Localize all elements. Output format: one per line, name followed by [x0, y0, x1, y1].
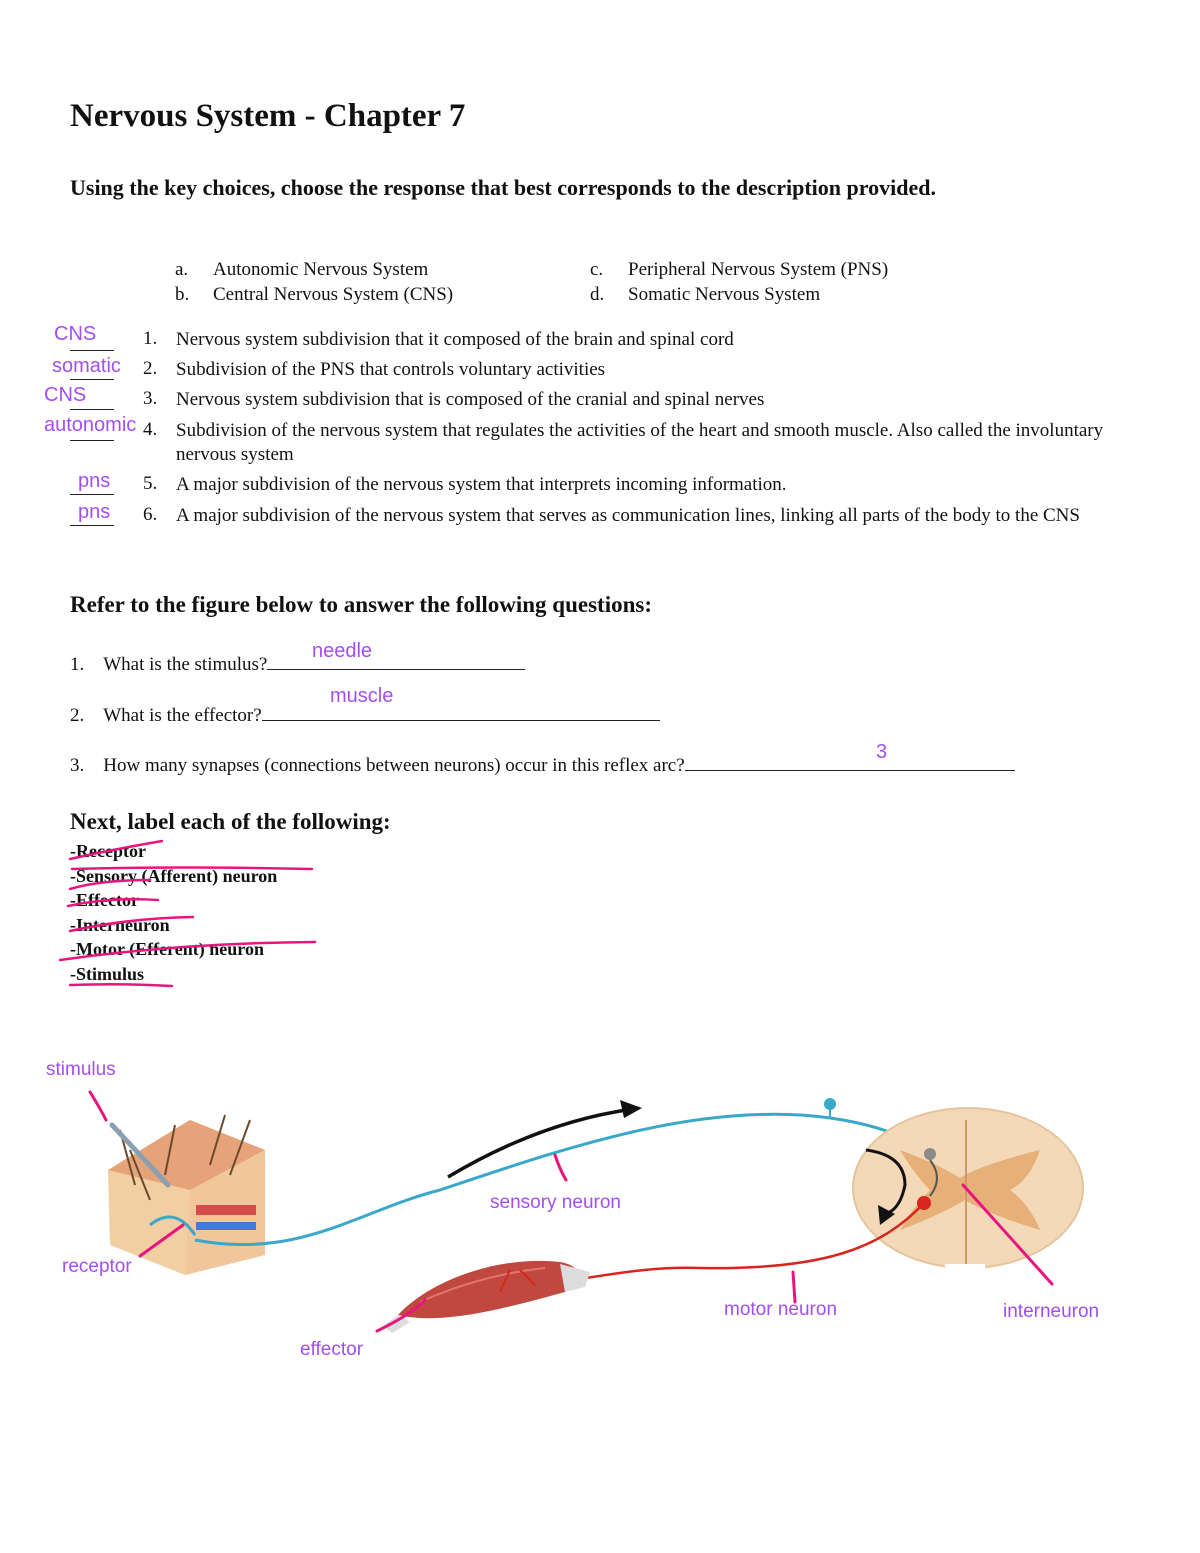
- answer-3: CNS: [44, 384, 87, 406]
- question-text: What is the effector?: [103, 705, 262, 726]
- key-text: Central Nervous System (CNS): [213, 284, 454, 305]
- answer-5: pns: [78, 470, 111, 492]
- label-item: -Effector: [70, 890, 139, 910]
- figure-label-sensory-neuron: sensory neuron: [490, 1192, 621, 1213]
- key-text: Somatic Nervous System: [628, 284, 821, 305]
- answer-2: somatic: [52, 355, 121, 377]
- figure-answer-1: needle: [312, 640, 373, 662]
- label-item: -Sensory (Afferent) neuron: [70, 866, 278, 886]
- key-letter: d.: [590, 284, 605, 305]
- question-number: 1.: [143, 328, 158, 349]
- figure-label-motor-neuron: motor neuron: [724, 1299, 838, 1320]
- key-letter: c.: [590, 259, 604, 280]
- page-title: Nervous System - Chapter 7: [70, 98, 466, 134]
- question-number: 3.: [70, 755, 85, 776]
- question-text: Subdivision of the PNS that controls voluntary activities: [176, 359, 606, 380]
- sensory-neuron-fiber: [195, 1114, 918, 1244]
- question-number: 2.: [143, 358, 158, 379]
- figure-label-receptor: receptor: [62, 1256, 132, 1277]
- question-text: What is the stimulus?: [103, 654, 268, 675]
- question-number: 1.: [70, 654, 85, 675]
- question-number: 6.: [143, 504, 158, 525]
- question-text: Subdivision of the nervous system that regulates the activities of the heart and smooth muscle. Also called the involuntary nervous system: [176, 420, 1104, 465]
- figure-section-heading: Refer to the figure below to answer the following questions:: [70, 592, 652, 617]
- question-number: 4.: [143, 419, 158, 440]
- question-text: Nervous system subdivision that it composed of the brain and spinal cord: [176, 329, 734, 350]
- figure-answer-3: 3: [876, 741, 888, 763]
- key-text: Peripheral Nervous System (PNS): [628, 259, 889, 280]
- instructions: Using the key choices, choose the response that best corresponds to the description provided.: [70, 175, 936, 200]
- question-text: How many synapses (connections between neurons) occur in this reflex arc?: [103, 755, 685, 776]
- answer-6: pns: [78, 501, 111, 523]
- spinal-cord-section: [853, 1108, 1083, 1284]
- pink-cross-out-marks: [60, 841, 315, 986]
- question-number: 2.: [70, 705, 85, 726]
- key-letter: a.: [175, 259, 189, 280]
- label-item: -Stimulus: [70, 964, 145, 984]
- question-text: A major subdivision of the nervous system that serves as communication lines, linking all parts of the body to the CNS: [176, 505, 1080, 526]
- key-text: Autonomic Nervous System: [213, 259, 429, 280]
- figure-label-stimulus: stimulus: [46, 1059, 116, 1080]
- label-item: -Motor (Efferent) neuron: [70, 939, 264, 959]
- arrow-head-icon: [620, 1100, 642, 1118]
- question-text: Nervous system subdivision that is composed of the cranial and spinal nerves: [176, 389, 765, 410]
- figure-label-effector: effector: [300, 1339, 364, 1360]
- question-number: 3.: [143, 388, 158, 409]
- answer-4: autonomic: [44, 414, 137, 436]
- figure-label-interneuron: interneuron: [1003, 1301, 1100, 1322]
- figure-answer-2: muscle: [330, 685, 394, 707]
- muscle-effector: [383, 1261, 590, 1333]
- question-text: A major subdivision of the nervous system that interprets incoming information.: [176, 474, 787, 495]
- label-item: -Receptor: [70, 841, 146, 861]
- ganglion-cell-body: [824, 1098, 836, 1110]
- label-item: -Interneuron: [70, 915, 170, 935]
- label-section-heading: Next, label each of the following:: [70, 809, 391, 834]
- question-number: 5.: [143, 473, 158, 494]
- interneuron-cell-body: [924, 1148, 936, 1160]
- key-letter: b.: [175, 284, 190, 305]
- skin-tissue-block: [108, 1115, 265, 1275]
- answer-1: CNS: [54, 323, 97, 345]
